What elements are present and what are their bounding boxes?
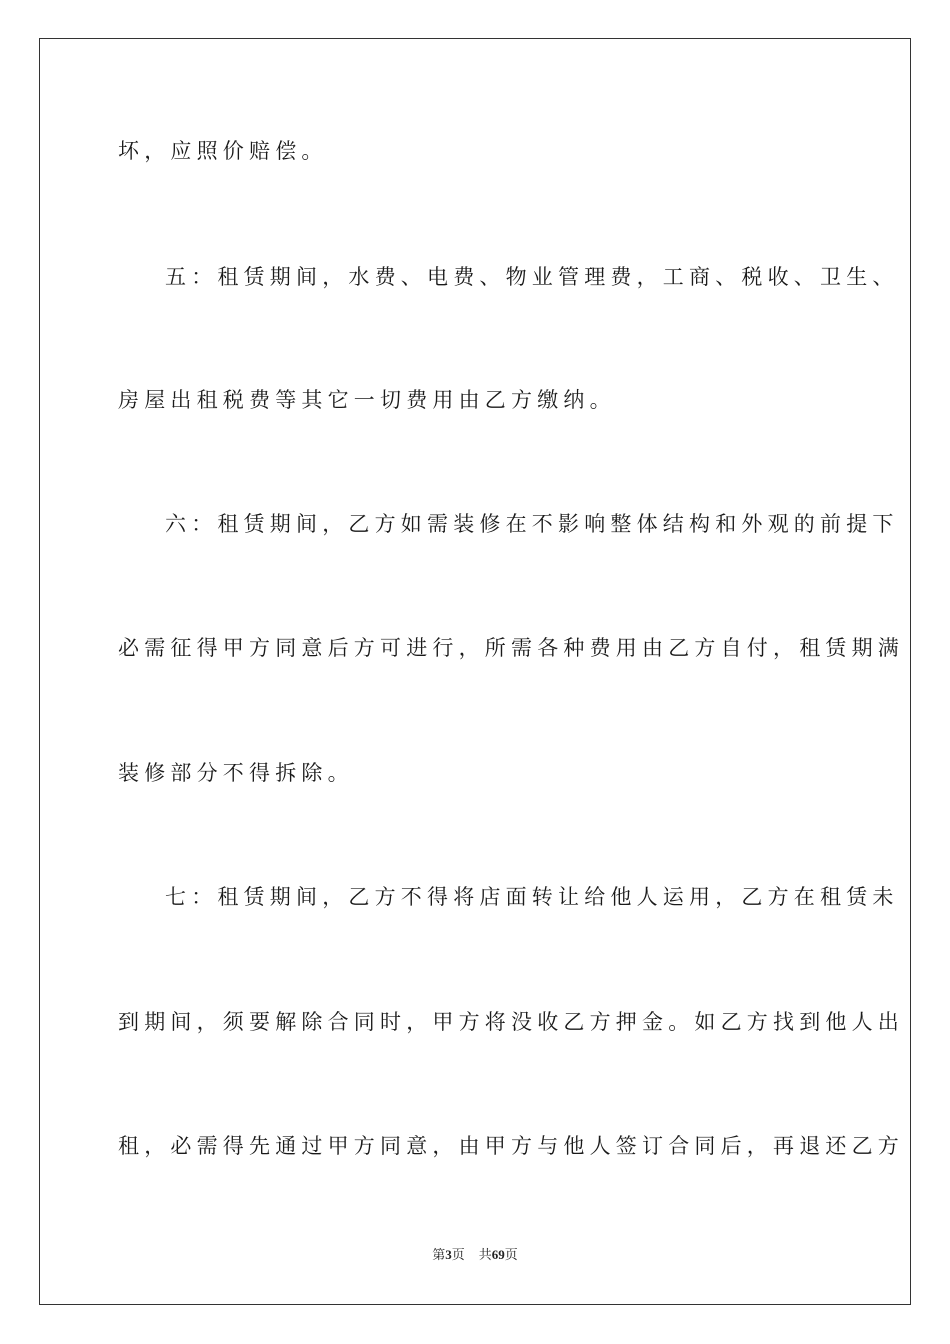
footer-page-number: 3 <box>445 1247 452 1262</box>
text-line-5: 必需征得甲方同意后方可进行，所需各种费用由乙方自付，租赁期满 <box>118 636 904 660</box>
page-border <box>39 38 911 1305</box>
text-line-4: 六：租赁期间，乙方如需装修在不影响整体结构和外观的前提下 <box>165 512 899 536</box>
text-line-9: 租，必需得先通过甲方同意，由甲方与他人签订合同后，再退还乙方 <box>118 1134 904 1158</box>
footer-total-suffix: 页 <box>504 1247 518 1262</box>
text-line-1: 坏，应照价赔偿。 <box>118 139 328 163</box>
text-line-8: 到期间，须要解除合同时，甲方将没收乙方押金。如乙方找到他人出 <box>118 1010 904 1034</box>
footer-total-prefix: 共 <box>478 1247 492 1262</box>
footer-total-pages: 69 <box>491 1247 505 1262</box>
text-line-6: 装修部分不得拆除。 <box>118 761 354 785</box>
footer-page-prefix: 第 <box>432 1247 446 1262</box>
page-footer <box>0 1246 950 1264</box>
text-line-2: 五：租赁期间，水费、电费、物业管理费，工商、税收、卫生、 <box>165 265 899 289</box>
text-line-3: 房屋出租税费等其它一切费用由乙方缴纳。 <box>118 388 616 412</box>
footer-page-suffix: 页 <box>451 1247 465 1262</box>
text-line-7: 七：租赁期间，乙方不得将店面转让给他人运用，乙方在租赁未 <box>165 885 899 909</box>
